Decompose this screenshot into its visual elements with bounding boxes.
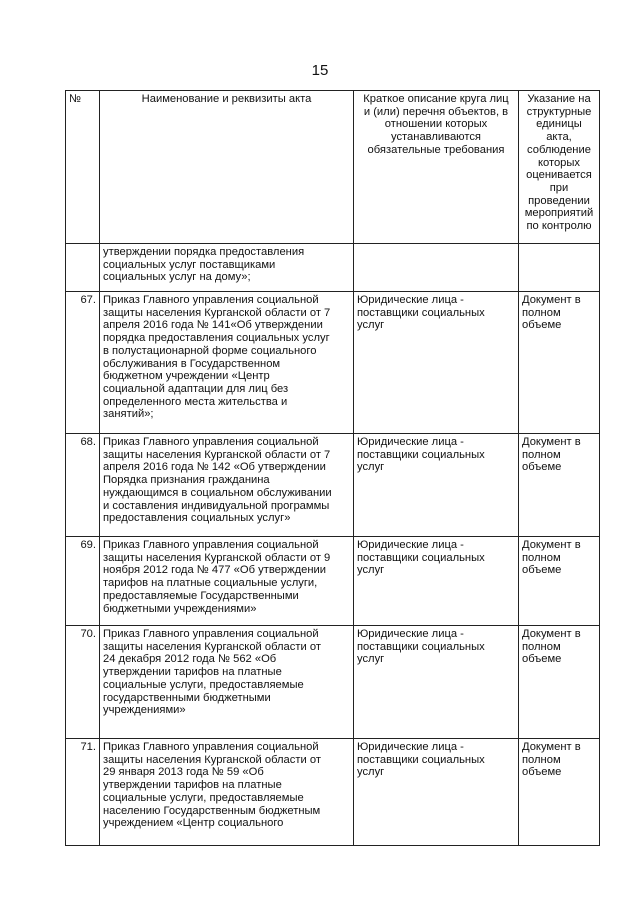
table-row (66, 626, 600, 739)
row-number: 71. (66, 739, 100, 846)
row-description: Юридические лица - поставщики социальных услуг (354, 626, 519, 739)
row-structural-units: Документ в полном объеме (519, 537, 600, 626)
row-act-name: Приказ Главного управления социальной защиты населения Курганской области от 24 декабря 2012 года № 562 «Об утверждении тарифов на платные социальные услуги, предоставляемые государственными бюджетными учреждениями» (100, 626, 354, 739)
table-header-row (66, 91, 600, 244)
row-description (354, 244, 519, 292)
row-act-name: утверждении порядка предоставления социальных услуг поставщиками социальных услуг на дому»; (100, 244, 354, 292)
row-number: 67. (66, 292, 100, 434)
table-row (66, 244, 600, 292)
header-structural-units: Указание на структурные единицы акта, соблюдение которых оценивается при проведении мероприятий по контролю (519, 91, 600, 244)
row-structural-units: Документ в полном объеме (519, 434, 600, 537)
table-row (66, 434, 600, 537)
row-description: Юридические лица - поставщики социальных услуг (354, 434, 519, 537)
table-row (66, 292, 600, 434)
header-number: № (66, 91, 100, 244)
row-description: Юридические лица - поставщики социальных услуг (354, 739, 519, 846)
row-number: 68. (66, 434, 100, 537)
row-number (66, 244, 100, 292)
header-description: Краткое описание круга лиц и (или) перечня объектов, в отношении которых устанавливаются обязательные требования (354, 91, 519, 244)
row-structural-units: Документ в полном объеме (519, 626, 600, 739)
row-act-name: Приказ Главного управления социальной защиты населения Курганской области от 29 января 2013 года № 59 «Об утверждении тарифов на платные социальные услуги, предоставляемые населению Государственным бюджетным учреждением «Центр социального (100, 739, 354, 846)
row-structural-units: Документ в полном объеме (519, 739, 600, 846)
acts-table (65, 90, 600, 846)
row-act-name: Приказ Главного управления социальной защиты населения Курганской области от 7 апреля 2016 года № 141«Об утверждении порядка предоставления социальных услуг в полустационарной форме социального обслуживания в Государственном бюджетном учреждении «Центр социальной адаптации для лиц без определенного места жительства и занятий»; (100, 292, 354, 434)
row-act-name: Приказ Главного управления социальной защиты населения Курганской области от 7 апреля 2016 года № 142 «Об утверждении Порядка признания гражданина нуждающимся в социальном обслуживании и составления индивидуальной программы предоставления социальных услуг» (100, 434, 354, 537)
row-description: Юридические лица - поставщики социальных услуг (354, 292, 519, 434)
page-number: 15 (311, 62, 329, 79)
table-row (66, 537, 600, 626)
row-number: 69. (66, 537, 100, 626)
row-structural-units: Документ в полном объеме (519, 292, 600, 434)
row-act-name: Приказ Главного управления социальной защиты населения Курганской области от 9 ноября 2012 года № 477 «Об утверждении тарифов на платные социальные услуги, предоставляемые Государственными бюджетными учреждениями» (100, 537, 354, 626)
row-description: Юридические лица - поставщики социальных услуг (354, 537, 519, 626)
row-number: 70. (66, 626, 100, 739)
table-row (66, 739, 600, 846)
row-structural-units (519, 244, 600, 292)
header-act-name: Наименование и реквизиты акта (100, 91, 354, 244)
